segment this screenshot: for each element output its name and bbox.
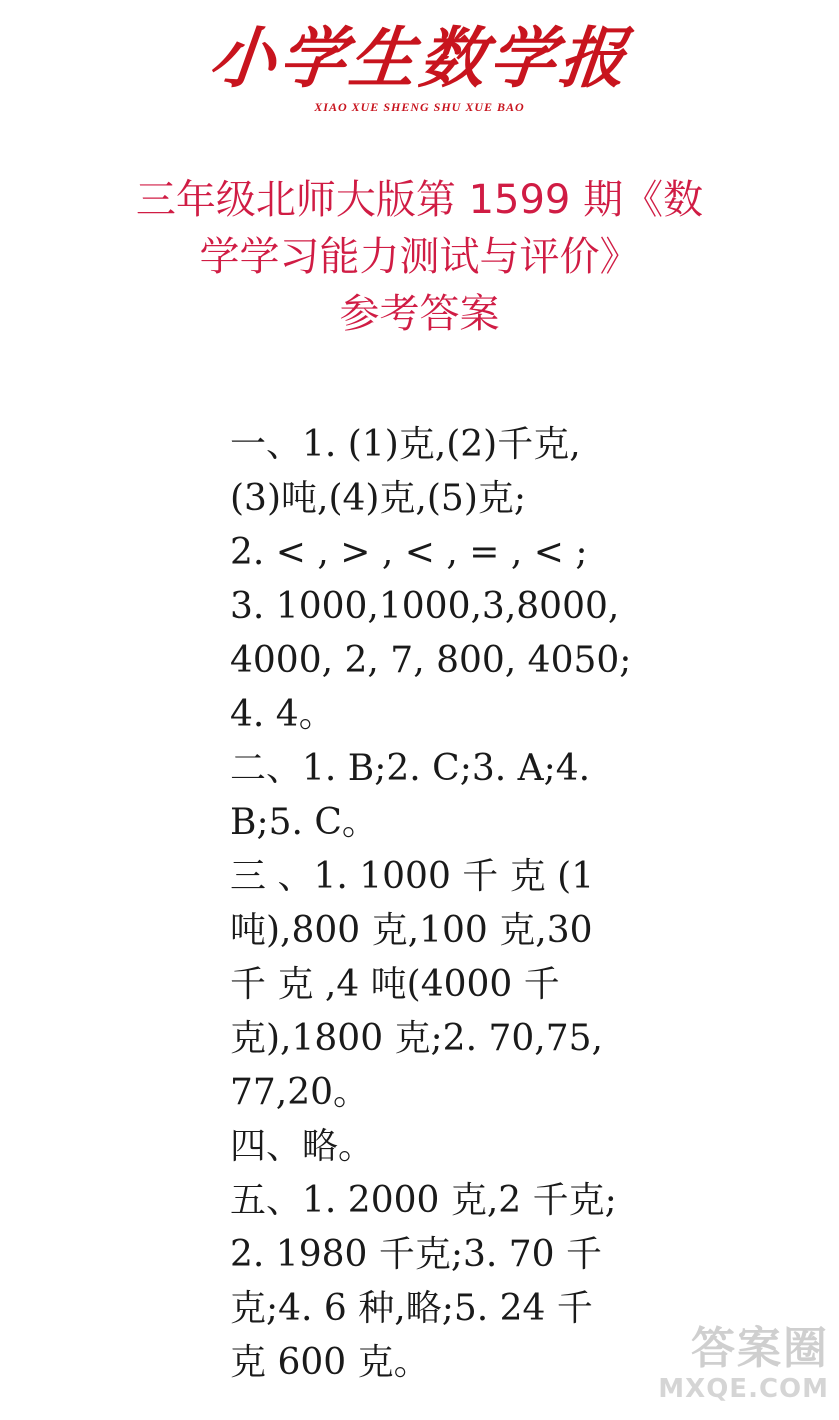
answer-line: 2. 1980 千克;3. 70 千 <box>230 1234 603 1275</box>
masthead-pinyin: XIAO XUE SHENG SHU XUE BAO <box>314 100 525 114</box>
answer-line: 2. < , > , < , = , < ; <box>230 532 588 573</box>
answer-line: 克;4. 6 种,略;5. 24 千 <box>230 1288 593 1329</box>
answer-line: 77,20。 <box>230 1072 370 1113</box>
answer-line: 一、1. (1)克,(2)千克, <box>230 424 581 465</box>
title-line-3: 参考答案 <box>339 291 500 337</box>
masthead-logo: 小学生数学报 <box>205 19 634 97</box>
answer-line: 4000, 2, 7, 800, 4050; <box>230 640 632 681</box>
title-line-1: 三年级北师大版第 1599 期《数 <box>135 177 704 223</box>
title-line-2: 学学习能力测试与评价》 <box>199 234 640 280</box>
newspaper-masthead <box>0 18 839 115</box>
answer-line: 五、1. 2000 克,2 千克; <box>230 1180 617 1221</box>
answer-line: 四、略。 <box>230 1126 375 1167</box>
answer-body <box>230 418 640 1390</box>
answer-line: 4. 4。 <box>230 694 335 735</box>
site-watermark <box>649 1324 829 1414</box>
document-title <box>0 172 839 343</box>
answer-line: 二、1. B;2. C;3. A;4. <box>230 748 591 789</box>
answer-line: 克),1800 克;2. 70,75, <box>230 1018 603 1059</box>
answer-line: 克 600 克。 <box>230 1342 430 1383</box>
answer-line: 千 克 ,4 吨(4000 千 <box>230 964 560 1005</box>
answer-line: B;5. C。 <box>230 802 378 843</box>
answer-line: 吨),800 克,100 克,30 <box>230 910 593 951</box>
watermark-domain: MXQE.COM <box>658 1374 829 1404</box>
answer-line: 三 、1. 1000 千 克 (1 <box>230 856 595 897</box>
watermark-logo: 答案圈 <box>691 1323 829 1374</box>
answer-line: 3. 1000,1000,3,8000, <box>230 586 620 627</box>
answer-line: (3)吨,(4)克,(5)克; <box>230 478 526 519</box>
